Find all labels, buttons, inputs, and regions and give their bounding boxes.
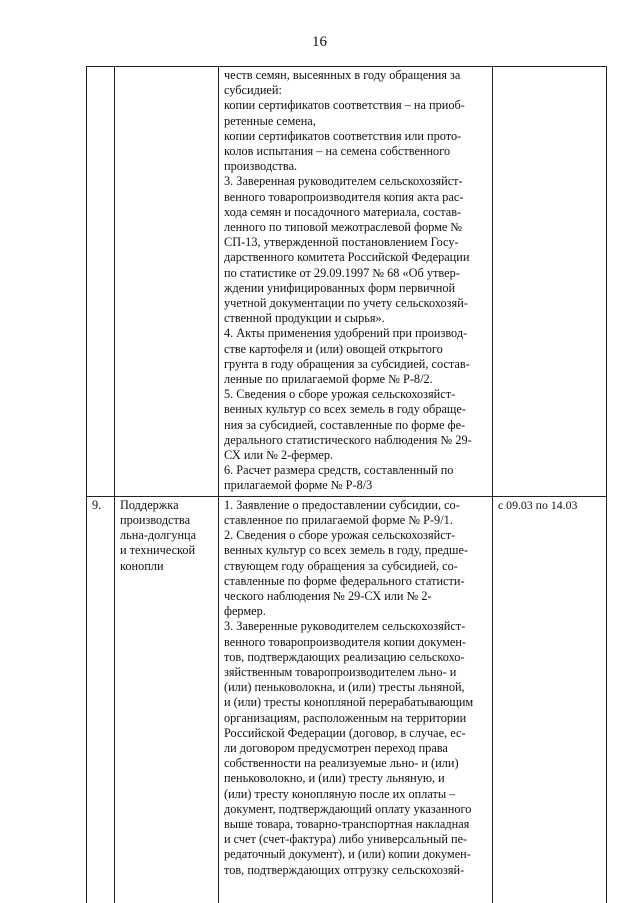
text-line: ческого наблюдения № 29-СХ или № 2-	[224, 588, 432, 603]
text-line: хода семян и посадочного материала, состав-	[224, 204, 462, 219]
text-line: и счет (счет-фактура) либо универсальный пе-	[224, 832, 468, 847]
text-line: субсидией:	[224, 83, 282, 98]
text-line: Российской Федерации (договор, в случае, ес-	[224, 725, 466, 740]
text-line: льна-долгунца	[120, 528, 197, 543]
text-line: ретенные семена,	[224, 113, 316, 128]
text-line: конопли	[120, 558, 164, 573]
text-line: фермер.	[224, 604, 266, 619]
text-line: венного товаропроизводителя копии докумен-	[224, 634, 467, 649]
text-line: ственной продукции и сырья».	[224, 311, 385, 326]
text-line: 4. Акты применения удобрений при производ-	[224, 326, 468, 341]
text-line: венного товаропроизводителя копия акта рас-	[224, 189, 464, 204]
text-line: СП-13, утвержденной постановлением Госу-	[224, 235, 459, 250]
text-line: 5. Сведения о сборе урожая сельскохозяйст-	[224, 387, 456, 402]
cell-term	[493, 67, 607, 497]
text-line: документ, подтверждающий оплату указанного	[224, 801, 472, 816]
cell-documents	[219, 496, 493, 903]
text-line: дерального статистического наблюдения № 29-	[224, 432, 472, 447]
text-line: ставленные по форме федерального статисти-	[224, 573, 465, 588]
text-line: ленного по типовой межотраслевой форме №	[224, 220, 463, 235]
text-line: грунта в году обращения за субсидией, состав-	[224, 356, 470, 371]
text-line: дарственного комитета Российской Федерации	[224, 250, 470, 265]
text-line: 2. Сведения о сборе урожая сельскохозяйст-	[224, 528, 456, 543]
cell-subsidy-name	[115, 496, 219, 903]
text-line: колов испытания – на семена собственного	[224, 144, 451, 159]
table-row	[87, 67, 607, 497]
text-line: производства	[120, 512, 191, 527]
table-body	[87, 67, 607, 903]
text-line: венных культур со всех земель в году, предше-	[224, 543, 469, 558]
text-line: 3. Заверенные руководителем сельскохозяйст-	[224, 619, 466, 634]
text-line: венных культур со всех земель в году обраще-	[224, 402, 466, 417]
text-line: СХ или № 2-фермер.	[224, 448, 334, 463]
text-line: копии сертификатов соответствия или прото-	[224, 128, 462, 143]
text-line: ждении унифицированных форм первичной	[224, 280, 456, 295]
text-line: организациям, расположенным на территории	[224, 710, 467, 725]
text-line: ния за субсидией, составленные по форме фе-	[224, 417, 466, 432]
text-line: копии сертификатов соответствия – на приоб-	[224, 98, 465, 113]
page-number: 16	[312, 34, 327, 50]
table-row	[87, 496, 607, 903]
text-line: зяйственным товаропроизводителем льно- и	[224, 664, 457, 679]
text-line: прилагаемой форме № Р-8/3	[224, 478, 373, 493]
text-line: (или) пеньковолокна, и (или) тресты льняной,	[224, 680, 465, 695]
cell-number	[87, 67, 115, 497]
text-line: ли договором предусмотрен переход права	[224, 740, 448, 755]
text-line: собственности на реализуемые льно- и (или)	[224, 756, 459, 771]
text-line: Поддержка	[120, 497, 179, 512]
text-line: учетной документации по учету сельскохозяй-	[224, 296, 468, 311]
text-line: ствующем году обращения за субсидией, со-	[224, 558, 458, 573]
text-line: ставленное по прилагаемой форме № Р-9/1.	[224, 512, 453, 527]
text-line: выше товара, товарно-транспортная накладная	[224, 816, 470, 831]
text-line: 3. Заверенная руководителем сельскохозяйст-	[224, 174, 463, 189]
cell-subsidy-name	[115, 67, 219, 497]
text-line: редаточный документ), и (или) копии докумен-	[224, 847, 471, 862]
text-line: тов, подтверждающих реализацию сельскохо-	[224, 649, 465, 664]
cell-number: 9.	[87, 496, 115, 903]
text-line: (или) тресту конопляную после их оплаты –	[224, 786, 456, 801]
text-line: производства.	[224, 159, 298, 174]
text-line: 6. Расчет размера средств, составленный по	[224, 463, 454, 478]
text-line: и (или) тресты конопляной перерабатывающим	[224, 695, 474, 710]
text-line: по статистике от 29.09.1997 № 68 «Об утвер-	[224, 265, 460, 280]
text-line: стве картофеля и (или) овощей открытого	[224, 341, 443, 356]
text-line: тов, подтверждающих отгрузку сельскохозяй-	[224, 862, 465, 877]
text-line: честв семян, высеянных в году обращения за	[224, 68, 461, 82]
cell-documents	[219, 67, 493, 497]
text-line: 1. Заявление о предоставлении субсидии, со-	[224, 497, 460, 512]
text-line: ленные по прилагаемой форме № Р-8/2.	[224, 372, 433, 387]
text-line: и технической	[120, 543, 196, 558]
subsidy-documents-table	[86, 66, 607, 903]
text-line: пеньковолокно, и (или) тресту льняную, и	[224, 771, 445, 786]
cell-term: с 09.03 по 14.03	[493, 496, 607, 903]
